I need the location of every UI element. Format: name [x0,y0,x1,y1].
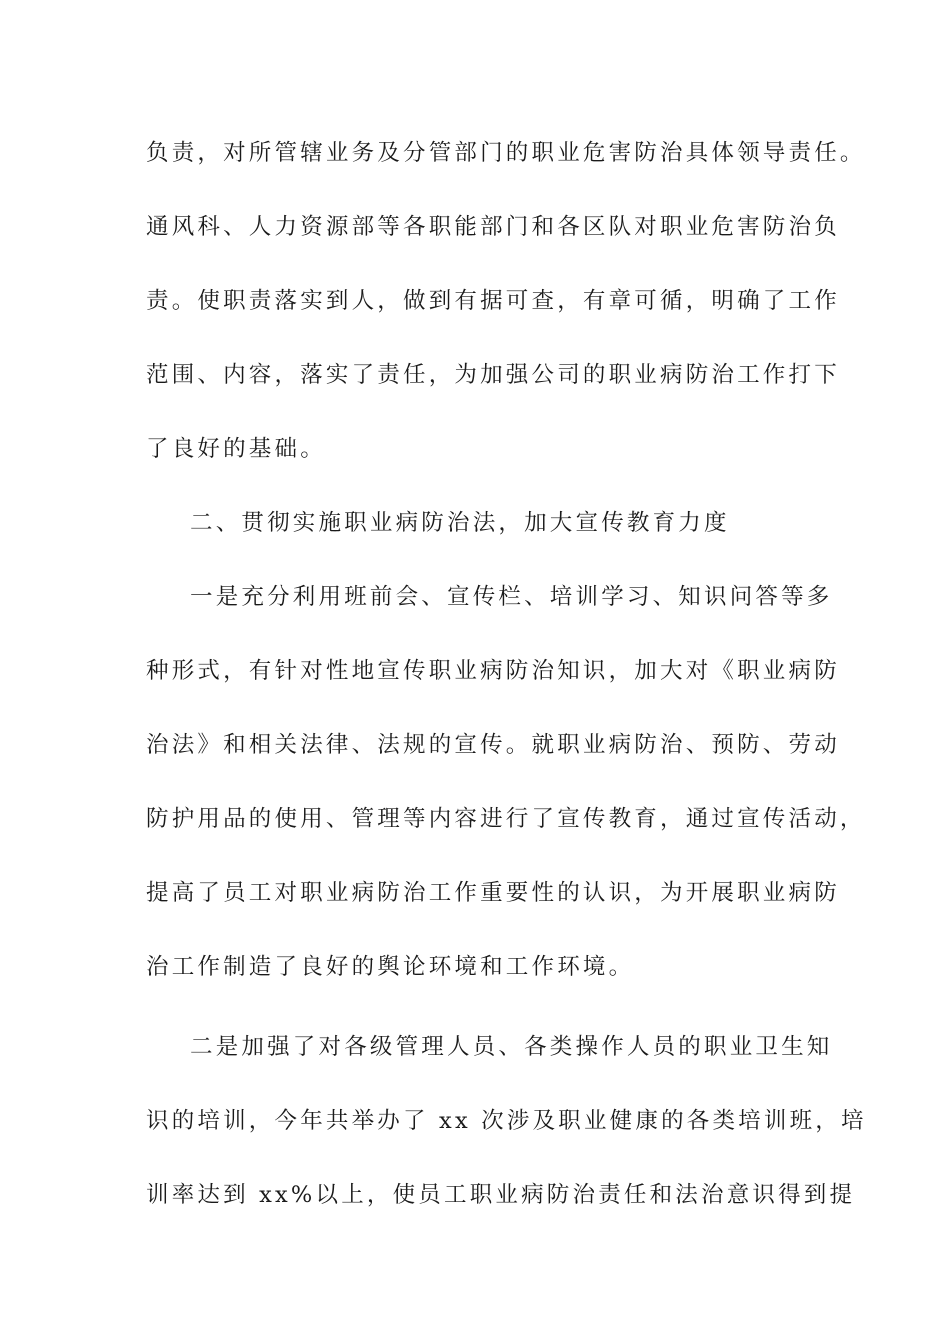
text-line: 通风科、人力资源部等各职能部门和各区队对职业危害防治负 [146,214,840,240]
section-heading: 二、贯彻实施职业病防治法，加大宣传教育力度 [190,510,730,536]
text-line: 训率达到 xx%以上，使员工职业病防治责任和法治意识得到提 [146,1182,856,1208]
text-line: 治工作制造了良好的舆论环境和工作环境。 [146,954,635,980]
text-line: 一是充分利用班前会、宣传栏、培训学习、知识问答等多 [190,584,833,610]
text-line: 种形式，有针对性地宣传职业病防治知识，加大对《职业病防 [146,658,840,684]
text-line: 责。使职责落实到人，做到有据可查，有章可循，明确了工作 [146,288,840,314]
text-line: 治法》和相关法律、法规的宣传。就职业病防治、预防、劳动 [146,732,840,758]
text-line: 二是加强了对各级管理人员、各类操作人员的职业卫生知 [190,1034,833,1060]
text-line: 了良好的基础。 [146,436,326,462]
text-line: 识的培训，今年共举办了 xx 次涉及职业健康的各类培训班，培 [146,1108,867,1134]
text-line: 防护用品的使用、管理等内容进行了宣传教育，通过宣传活动， [146,806,866,832]
text-line: 负责，对所管辖业务及分管部门的职业危害防治具体领导责任。 [146,140,866,166]
text-line: 范围、内容，落实了责任，为加强公司的职业病防治工作打下 [146,362,840,388]
text-line: 提高了员工对职业病防治工作重要性的认识，为开展职业病防 [146,880,840,906]
